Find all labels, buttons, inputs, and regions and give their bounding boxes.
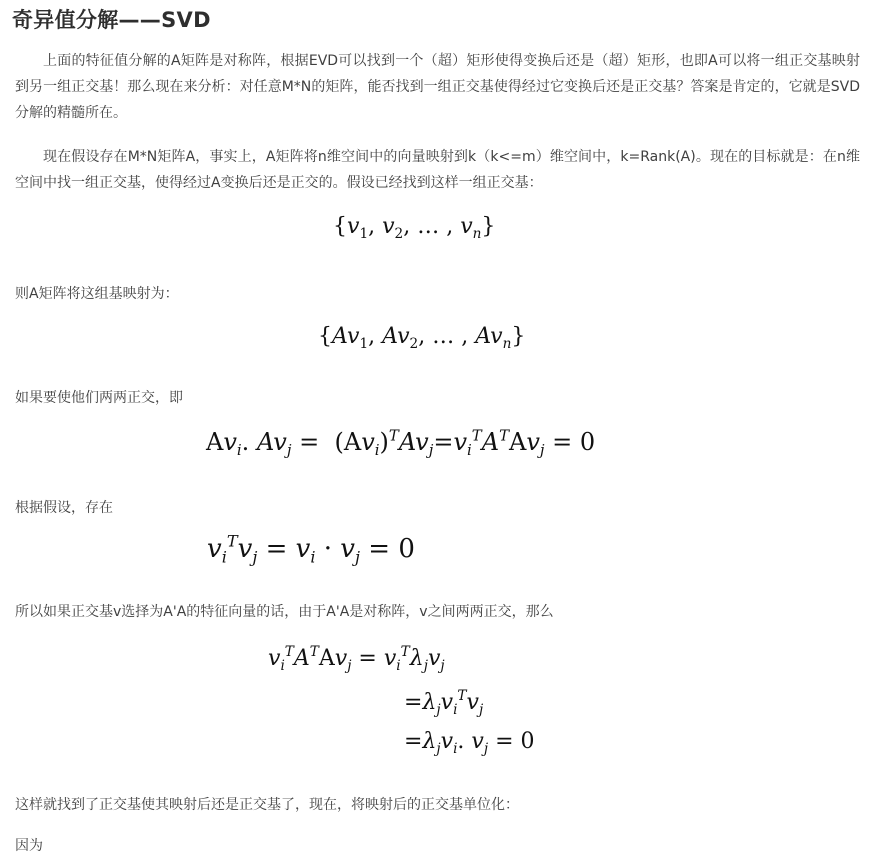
formula-basis-orthogonal: $v_i^Tv_j = v_i \cdot v_j = 0$ — [207, 531, 415, 567]
formula-mapped-basis-set: {$Av_1$, $Av_2$, … , $Av_n$} — [318, 324, 526, 352]
paragraph-normalize: 这样就找到了正交基使其映射后还是正交基了，现在，将映射后的正交基单位化： — [15, 797, 519, 813]
formula-orthogonality: $Av_i$. $Av_j = (Av_i)^TAv_j=v_i^TA^TAv_j = 0$ — [206, 426, 596, 460]
paragraph-because: 因为 — [15, 838, 43, 854]
formula-derivation-line-2: $=\lambda_jv_i^Tv_j$ — [404, 688, 484, 718]
paragraph-assumption: 现在假设存在M*N矩阵A，事实上，A矩阵将n维空间中的向量映射到k（k<=m）维空间中，k=Rank(A)。现在的目标就是：在n维空间中找一组正交基，使得经过A变换后还是正交的。假设已经找到这样一组正交基： — [15, 149, 860, 191]
formula-basis-set: {$v_1$, $v_2$, … , $v_n$} — [333, 214, 496, 242]
paragraph-intro: 上面的特征值分解的A矩阵是对称阵，根据EVD可以找到一个（超）矩形使得变换后还是（超）矩形，也即A可以将一组正交基映射到另一组正交基！那么现在来分析：对任意M*N的矩阵，能否找到一组正交基使得经过它变换后还是正交基？答案是肯定的，它就是SVD分解的精髓所在。 — [15, 53, 860, 121]
paragraph-by-assumption: 根据假设，存在 — [15, 500, 113, 516]
paragraph-mapping: 则A矩阵将这组基映射为： — [15, 286, 179, 302]
paragraph-eigenvector-choice: 所以如果正交基v选择为A'A的特征向量的话，由于A'A是对称阵，v之间两两正交，那么 — [15, 604, 554, 620]
paragraph-orthogonal-condition: 如果要使他们两两正交，即 — [15, 390, 183, 406]
formula-derivation-line-1: $v_i^TA^TAv_j = v_i^T\lambda_jv_j$ — [268, 644, 445, 674]
formula-derivation-line-3: $=\lambda_jv_i$. $v_j = 0$ — [404, 729, 535, 757]
article-title: 奇异值分解——SVD — [12, 8, 211, 32]
